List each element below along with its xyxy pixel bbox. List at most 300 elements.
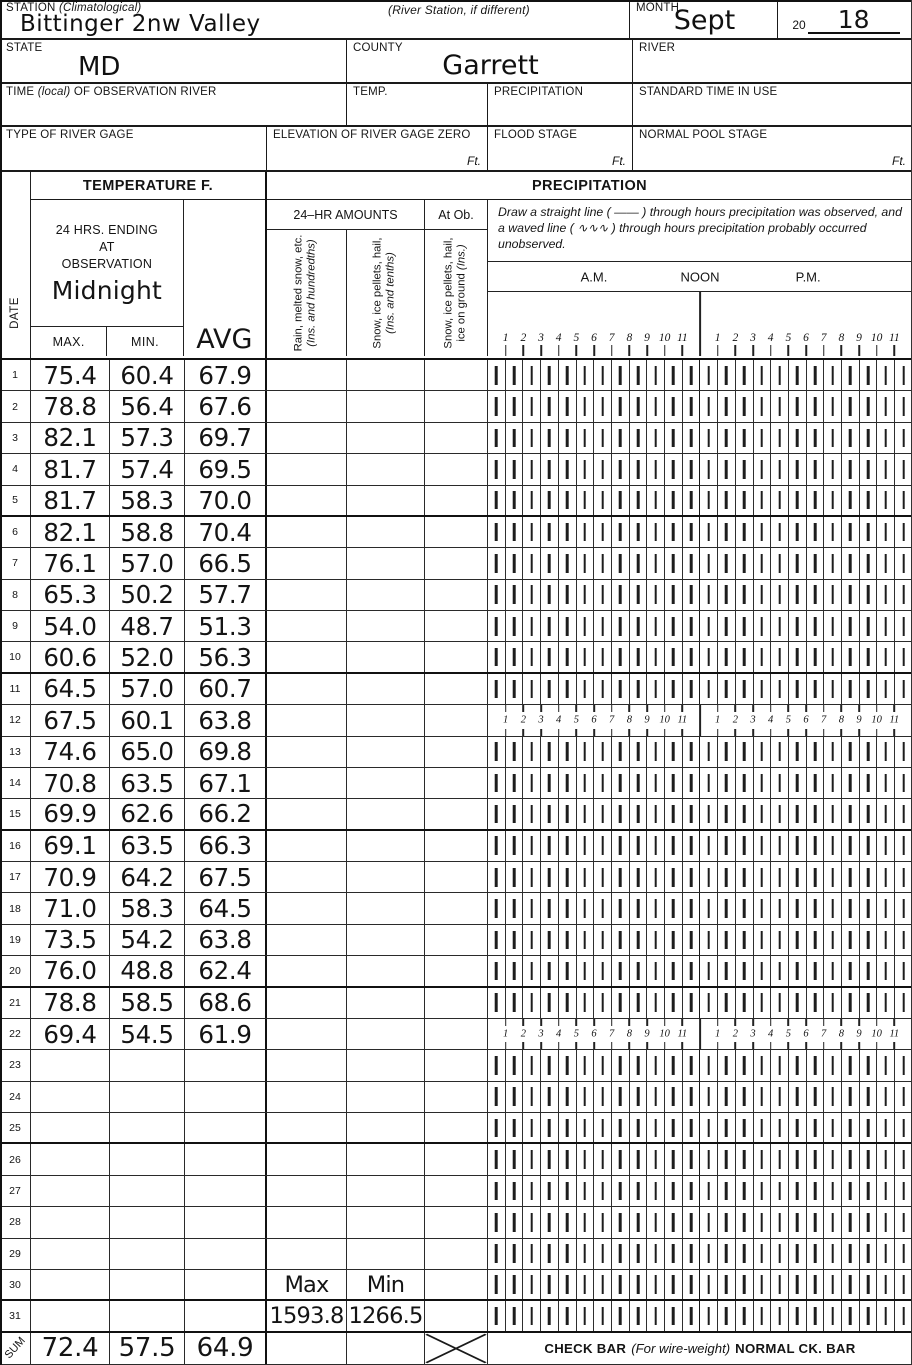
hour-tick xyxy=(654,585,657,604)
hour-edge-tick xyxy=(735,1019,737,1026)
hour-edge-tick xyxy=(894,1019,896,1026)
hour-tick xyxy=(601,805,604,823)
hour-tick xyxy=(814,617,817,636)
hour-tick xyxy=(566,805,569,823)
hour-tick xyxy=(495,1087,498,1106)
hour-cell xyxy=(842,1239,860,1269)
hour-cell xyxy=(842,831,860,861)
hour-cell xyxy=(541,1270,559,1299)
hour-cell xyxy=(647,360,665,390)
hour-number: 10 xyxy=(659,714,670,726)
hour-cell xyxy=(877,454,895,484)
hour-tick xyxy=(849,523,852,542)
hour-cell xyxy=(683,360,701,390)
max-temp-cell xyxy=(31,1239,110,1269)
hour-tick xyxy=(495,1182,498,1201)
hour-edge-tick xyxy=(788,729,790,736)
hour-scale-tick xyxy=(805,345,807,356)
rain-amount-cell xyxy=(267,893,347,923)
hour-tick xyxy=(761,805,764,823)
snow-amount-cell xyxy=(347,925,425,955)
hour-cell xyxy=(506,486,524,515)
river-gage-label: TYPE OF RIVER GAGE xyxy=(6,129,134,141)
hour-cell xyxy=(736,893,754,923)
hour-edge-tick xyxy=(752,729,754,736)
hour-cell xyxy=(523,1176,541,1206)
hour-tick xyxy=(831,554,834,573)
hour-cell xyxy=(594,580,612,610)
hour-tick xyxy=(584,617,587,636)
snow-ground-cell xyxy=(425,1082,488,1112)
hour-tick xyxy=(725,774,728,793)
hour-cell xyxy=(630,1207,648,1237)
hour-edge-tick xyxy=(770,729,772,736)
hour-cell xyxy=(488,1270,506,1299)
hour-cell xyxy=(754,1239,772,1269)
hour-number: 2 xyxy=(732,714,738,726)
hour-scale-number: 4 xyxy=(767,332,774,344)
hour-cell xyxy=(630,1176,648,1206)
hour-number: 3 xyxy=(750,1028,756,1040)
hour-edge-tick xyxy=(876,729,878,736)
hour-cell xyxy=(647,548,665,578)
sum-rain-cell xyxy=(267,1333,347,1364)
normal-check-bar-label: NORMAL CK. BAR xyxy=(735,1340,856,1356)
hour-tick xyxy=(761,554,764,573)
hour-tick xyxy=(867,774,870,793)
rain-amount-cell xyxy=(267,956,347,985)
rain-amount-cell xyxy=(267,1082,347,1112)
hour-cell xyxy=(488,893,506,923)
hour-tick xyxy=(672,962,675,980)
hour-tick xyxy=(814,931,817,950)
hour-tick xyxy=(530,585,533,604)
hour-tick xyxy=(743,366,746,385)
avg-temp-cell xyxy=(185,1144,267,1174)
hour-tick xyxy=(654,962,657,980)
hour-tick xyxy=(778,742,781,761)
snow-amount-cell xyxy=(347,1019,425,1049)
hour-cell xyxy=(665,768,683,798)
hour-tick xyxy=(707,1119,710,1137)
hour-tick xyxy=(778,554,781,573)
hour-cell xyxy=(771,831,789,861)
hour-tick xyxy=(513,680,516,699)
rain-amount-cell xyxy=(267,1239,347,1269)
hour-number: 6 xyxy=(803,714,809,726)
hour-tick xyxy=(902,680,905,699)
hour-tick xyxy=(831,836,834,855)
avg-temp-cell xyxy=(185,1239,267,1269)
hour-tick xyxy=(530,1119,533,1137)
hour-tick xyxy=(761,366,764,385)
hour-cell xyxy=(877,831,895,861)
hour-cell xyxy=(594,1207,612,1237)
hour-cell xyxy=(577,1239,595,1269)
hour-tick xyxy=(566,931,569,950)
hour-scale-number: 2 xyxy=(520,332,527,344)
hour-cell xyxy=(736,611,754,641)
hour-cell xyxy=(842,1270,860,1299)
hour-tick xyxy=(761,680,764,699)
hour-cell xyxy=(842,1144,860,1174)
hour-cell xyxy=(842,737,860,767)
hour-cell xyxy=(594,737,612,767)
hour-edge-tick xyxy=(805,705,807,712)
hour-cell xyxy=(824,486,842,515)
hour-scale-tick xyxy=(646,345,648,356)
hour-tick xyxy=(796,1275,799,1293)
hour-tick xyxy=(831,1119,834,1137)
hours-area xyxy=(488,642,912,671)
hour-tick xyxy=(584,1244,587,1263)
hour-tick xyxy=(654,491,657,509)
min-temp-cell: 50.2 xyxy=(110,580,185,610)
hour-tick xyxy=(601,648,604,666)
hour-cell xyxy=(771,1113,789,1142)
rain-amount-cell xyxy=(267,988,347,1018)
hour-tick xyxy=(619,429,622,448)
snow-ground-cell xyxy=(425,705,488,735)
hour-tick xyxy=(672,523,675,542)
hour-tick xyxy=(637,868,640,887)
hour-cell xyxy=(488,1301,506,1330)
hour-number: 5 xyxy=(573,714,579,726)
hour-tick xyxy=(672,868,675,887)
hour-cell xyxy=(736,486,754,515)
hour-cell xyxy=(523,360,541,390)
hour-cell xyxy=(523,831,541,861)
hour-cell xyxy=(541,580,559,610)
hours-area xyxy=(488,1239,912,1269)
hours-area xyxy=(488,831,912,861)
hour-cell xyxy=(488,1207,506,1237)
hour-cell xyxy=(824,956,842,985)
hour-cell xyxy=(577,1301,595,1330)
hour-cell xyxy=(789,642,807,671)
max-temp-cell: 69.9 xyxy=(31,799,110,828)
hour-tick xyxy=(831,648,834,666)
hour-cell xyxy=(789,799,807,828)
hour-grid xyxy=(488,1301,912,1330)
hour-cell xyxy=(665,862,683,892)
hour-cell xyxy=(488,768,506,798)
hour-tick xyxy=(672,680,675,699)
hour-tick xyxy=(584,585,587,604)
hour-cell xyxy=(506,1301,524,1330)
hour-cell xyxy=(824,1050,842,1080)
hour-grid xyxy=(488,611,912,641)
hour-cell xyxy=(771,642,789,671)
rain-amount-cell xyxy=(267,1050,347,1080)
hour-cell xyxy=(860,1207,878,1237)
avg-temp-cell: 69.5 xyxy=(185,454,267,484)
hour-cell xyxy=(647,486,665,515)
hour-cell xyxy=(754,799,772,828)
hour-cell xyxy=(718,831,736,861)
hour-cell xyxy=(807,611,825,641)
avg-temp-cell: 66.5 xyxy=(185,548,267,578)
hour-cell xyxy=(718,1301,736,1330)
hour-tick xyxy=(637,1275,640,1293)
hour-tick xyxy=(601,585,604,604)
temp-label: TEMP. xyxy=(353,86,388,98)
hour-tick xyxy=(584,742,587,761)
hour-cell xyxy=(807,737,825,767)
hour-tick xyxy=(530,836,533,855)
hour-cell xyxy=(807,391,825,421)
hour-scale-number: 11 xyxy=(677,332,688,344)
hour-cell xyxy=(895,548,912,578)
hour-cell xyxy=(612,391,630,421)
hour-cell xyxy=(647,1301,665,1330)
hour-cell xyxy=(842,768,860,798)
max-temp-cell: 76.1 xyxy=(31,548,110,578)
hour-tick xyxy=(637,931,640,950)
hours-area xyxy=(488,956,912,985)
hour-tick xyxy=(601,1275,604,1293)
date-cell: 20 xyxy=(0,956,31,985)
hour-tick xyxy=(690,1182,693,1201)
snow-ground-cell xyxy=(425,1113,488,1142)
hour-cell xyxy=(824,548,842,578)
date-cell: 13 xyxy=(0,737,31,767)
hour-tick xyxy=(566,1119,569,1137)
hour-tick xyxy=(690,648,693,666)
hour-tick xyxy=(814,366,817,385)
hour-tick xyxy=(725,1213,728,1232)
hour-tick xyxy=(619,1119,622,1137)
max-temp-cell xyxy=(31,1144,110,1174)
hour-tick xyxy=(601,962,604,980)
snow-ground-cell xyxy=(425,1050,488,1080)
hour-cell xyxy=(559,454,577,484)
hour-edge-tick xyxy=(629,729,631,736)
hour-tick xyxy=(637,1087,640,1106)
snow-ground-cell xyxy=(425,1301,488,1330)
hour-tick xyxy=(778,585,781,604)
hour-tick xyxy=(495,1244,498,1263)
hour-tick xyxy=(672,774,675,793)
hour-tick xyxy=(885,397,888,416)
hour-tick xyxy=(902,1087,905,1106)
hour-tick xyxy=(707,1182,710,1201)
hour-cell xyxy=(506,799,524,828)
hour-tick xyxy=(778,899,781,918)
hour-cell xyxy=(630,1144,648,1174)
hour-edge-tick xyxy=(629,705,631,712)
hour-tick xyxy=(761,648,764,666)
hour-cell xyxy=(736,548,754,578)
hour-cell xyxy=(877,391,895,421)
snow-column-header xyxy=(347,230,425,356)
hour-cell xyxy=(647,1050,665,1080)
hour-cell xyxy=(771,423,789,453)
max-temp-cell xyxy=(31,1207,110,1237)
hour-cell xyxy=(506,737,524,767)
hour-cell xyxy=(683,1207,701,1237)
date-cell: 5 xyxy=(0,486,31,515)
hour-cell xyxy=(594,925,612,955)
hour-tick xyxy=(778,1182,781,1201)
hour-tick xyxy=(707,774,710,793)
hour-cell xyxy=(700,1144,718,1174)
hour-tick xyxy=(495,523,498,542)
hour-tick xyxy=(707,491,710,509)
hour-cell xyxy=(824,1207,842,1237)
hour-cell xyxy=(488,548,506,578)
hour-tick xyxy=(743,397,746,416)
hour-tick xyxy=(654,805,657,823)
header-row-time xyxy=(0,84,912,127)
hour-tick xyxy=(814,1307,817,1325)
hour-cell xyxy=(807,1301,825,1330)
hour-cell xyxy=(665,925,683,955)
hour-tick xyxy=(690,1087,693,1106)
hour-tick xyxy=(513,1056,516,1075)
hour-cell xyxy=(541,611,559,641)
hour-tick xyxy=(637,742,640,761)
hour-scale-tick xyxy=(593,345,595,356)
hour-cell xyxy=(612,768,630,798)
hour-cell xyxy=(736,737,754,767)
hour-cell xyxy=(771,548,789,578)
hour-cell xyxy=(824,737,842,767)
table-row xyxy=(0,799,912,830)
hour-tick xyxy=(867,1244,870,1263)
hours-area xyxy=(488,1050,912,1080)
hour-tick xyxy=(902,585,905,604)
hour-tick xyxy=(778,1150,781,1169)
hour-cell xyxy=(559,737,577,767)
hour-cell xyxy=(577,925,595,955)
hour-tick xyxy=(690,868,693,887)
hour-cell xyxy=(771,486,789,515)
hour-tick xyxy=(690,617,693,636)
hour-tick xyxy=(690,1119,693,1137)
hour-number: 11 xyxy=(889,714,900,726)
snow-ground-cell xyxy=(425,517,488,547)
hour-number: 8 xyxy=(838,714,844,726)
snow-amount-cell xyxy=(347,1113,425,1142)
hour-edge-tick xyxy=(576,705,578,712)
hour-cell xyxy=(807,1239,825,1269)
hour-cell xyxy=(789,737,807,767)
hour-number: 10 xyxy=(659,1028,670,1040)
hour-number: 8 xyxy=(626,1028,632,1040)
hour-tick xyxy=(743,648,746,666)
hour-tick xyxy=(513,429,516,448)
hour-cell xyxy=(771,1144,789,1174)
hour-cell xyxy=(860,1144,878,1174)
hour-tick xyxy=(725,1087,728,1106)
check-bar-label: CHECK BAR xyxy=(544,1340,627,1356)
hour-tick xyxy=(707,993,710,1012)
rain-amount-cell xyxy=(267,423,347,453)
hour-tick xyxy=(584,1307,587,1325)
table-row xyxy=(0,737,912,768)
hour-cell xyxy=(860,454,878,484)
at-ob-column xyxy=(425,200,488,356)
hour-tick xyxy=(849,680,852,699)
hour-cell xyxy=(754,956,772,985)
hour-number: 7 xyxy=(821,1028,827,1040)
hours-area xyxy=(488,548,912,578)
hour-tick xyxy=(885,617,888,636)
table-row xyxy=(0,454,912,485)
hour-tick xyxy=(814,742,817,761)
hour-tick xyxy=(672,1244,675,1263)
hour-cell xyxy=(824,517,842,547)
hour-cell xyxy=(877,642,895,671)
hour-edge-tick xyxy=(558,729,560,736)
hour-tick xyxy=(654,648,657,666)
hour-tick xyxy=(849,491,852,509)
min-temp-cell: 60.4 xyxy=(110,360,185,390)
hour-tick xyxy=(831,366,834,385)
hour-tick xyxy=(530,931,533,950)
hour-cell xyxy=(612,642,630,671)
hour-cell xyxy=(700,925,718,955)
hour-cell xyxy=(842,1176,860,1206)
date-cell: 11 xyxy=(0,674,31,704)
hour-cell xyxy=(647,517,665,547)
hour-cell xyxy=(488,956,506,985)
hour-tick xyxy=(637,366,640,385)
max-temp-cell: 67.5 xyxy=(31,705,110,735)
hour-tick xyxy=(707,523,710,542)
hour-cell xyxy=(594,548,612,578)
hour-cell xyxy=(824,831,842,861)
hour-cell xyxy=(541,454,559,484)
hour-cell xyxy=(700,1270,718,1299)
hour-scale-tick xyxy=(717,345,719,356)
hour-tick xyxy=(513,617,516,636)
hour-grid xyxy=(488,1207,912,1237)
hour-tick xyxy=(885,899,888,918)
hour-tick xyxy=(584,648,587,666)
hour-tick xyxy=(761,397,764,416)
rain-amount-cell xyxy=(267,737,347,767)
hour-cell xyxy=(860,517,878,547)
hour-cell xyxy=(824,1239,842,1269)
hour-cell xyxy=(488,486,506,515)
max-temp-cell: 64.5 xyxy=(31,674,110,704)
hour-scale-number: 11 xyxy=(889,332,900,344)
hour-cell xyxy=(877,799,895,828)
hour-cell xyxy=(895,1301,912,1330)
hour-cell xyxy=(789,391,807,421)
hour-cell xyxy=(771,988,789,1018)
hour-tick xyxy=(566,397,569,416)
hour-cell xyxy=(877,611,895,641)
hour-cell xyxy=(506,1144,524,1174)
hours-area xyxy=(488,1082,912,1112)
max-temp-cell: 70.8 xyxy=(31,768,110,798)
hour-tick xyxy=(619,1213,622,1232)
standard-time-field xyxy=(633,84,912,125)
hour-tick xyxy=(672,1213,675,1232)
hour-cell xyxy=(736,956,754,985)
hour-cell xyxy=(754,580,772,610)
hour-cell xyxy=(736,674,754,704)
hour-tick xyxy=(619,774,622,793)
hour-cell xyxy=(612,1301,630,1330)
hour-tick xyxy=(548,648,551,666)
hour-cell xyxy=(842,956,860,985)
hour-cell xyxy=(877,423,895,453)
hour-tick xyxy=(849,429,852,448)
